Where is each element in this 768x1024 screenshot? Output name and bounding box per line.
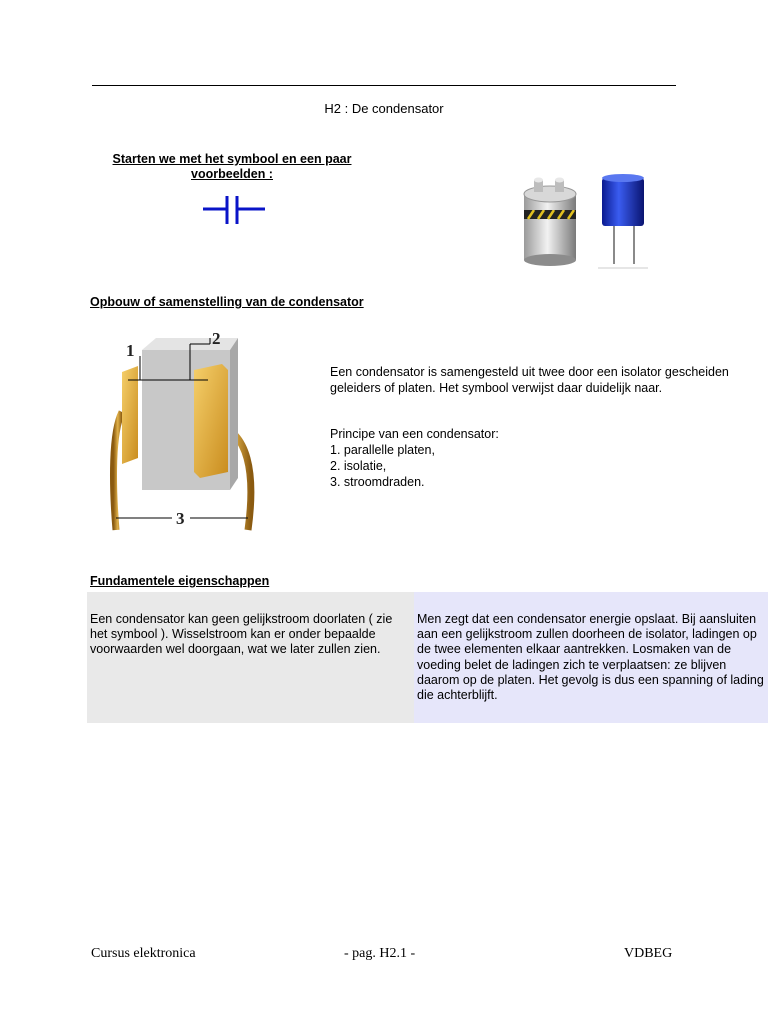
principle-item-1: 1. parallelle platen, (330, 443, 435, 457)
electrolytic-capacitor-image (594, 172, 652, 270)
footer-author: VDBEG (624, 946, 673, 961)
diagram-label-2: 2 (212, 329, 221, 348)
header-rule (92, 85, 676, 86)
large-capacitor-image (518, 176, 582, 270)
footer-course: Cursus elektronica (91, 946, 196, 961)
principle-item-2: 2. isolatie, (330, 459, 387, 473)
properties-heading: Fundamentele eigenschappen (90, 574, 270, 588)
structure-description: Een condensator is samengesteld uit twee door een isolator gescheiden geleiders of platen. Het symbool verwijst daar duidelijk naar. (330, 365, 729, 395)
principle-block (330, 426, 730, 490)
diagram-label-3: 3 (176, 509, 185, 528)
principle-item-3: 3. stroomdraden. (330, 475, 425, 489)
diagram-label-1: 1 (126, 341, 135, 360)
footer-page-number: - pag. H2.1 - (344, 946, 416, 961)
intro-heading: Starten we met het symbool en een paar voorbeelden : (112, 152, 352, 181)
capacitor-structure-diagram (98, 322, 270, 534)
principle-title: Principe van een condensator: (330, 427, 499, 441)
principle-list (330, 442, 730, 490)
properties-table (87, 592, 768, 723)
properties-right-cell: Men zegt dat een condensator energie opslaat. Bij aansluiten aan een gelijkstroom zullen doorheen de isolator, ladingen op de twee elementen elkaar aantrekken. Losmaken van de voeding belet de ladingen zich te verplaatsen: ze blijven daarom op de platen. Het gevolg is dus een spanning of lading die achterblijft. (414, 592, 768, 723)
structure-heading: Opbouw of samenstelling van de condensator (90, 295, 364, 309)
capacitor-symbol-icon (198, 192, 272, 228)
properties-left-cell: Een condensator kan geen gelijkstroom doorlaten ( zie het symbool ). Wisselstroom kan er onder bepaalde voorwaarden wel doorgaan, wat we later zullen zien. (87, 592, 414, 723)
chapter-title: H2 : De condensator (324, 101, 444, 116)
